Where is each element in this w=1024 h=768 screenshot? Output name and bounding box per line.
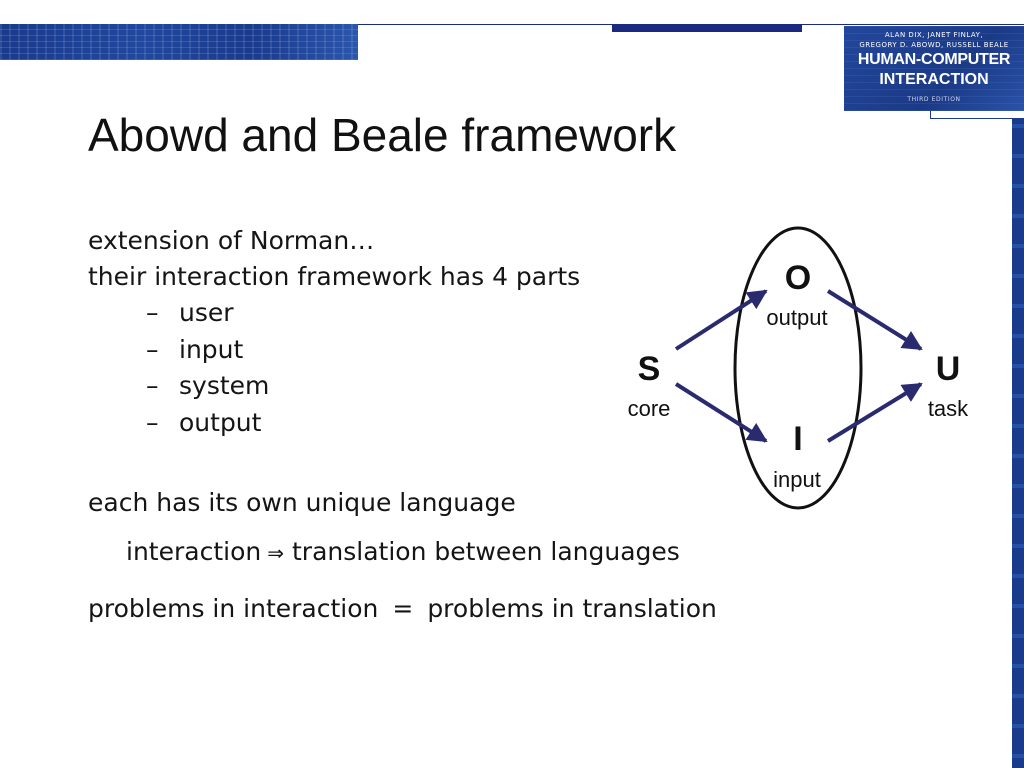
- bullet-marker: –: [146, 298, 159, 327]
- side-bar-cap: [930, 111, 1024, 119]
- right-side-bar: [1012, 118, 1024, 768]
- book-edition: THIRD EDITION: [907, 96, 961, 103]
- language-line: each has its own unique language: [88, 488, 516, 517]
- book-authors-line2: GREGORY D. ABOWD, RUSSELL BEALE: [859, 41, 1009, 49]
- bullet-input: input: [179, 335, 244, 364]
- book-title-line1: HUMAN-COMPUTER: [857, 51, 1011, 68]
- bullet-system: system: [179, 371, 270, 400]
- book-title-line2: INTERACTION: [879, 71, 989, 88]
- problems-line: [88, 594, 717, 623]
- interaction-framework-diagram: [610, 225, 1000, 520]
- translation-line: [126, 537, 680, 566]
- header-accent-bar: [612, 24, 802, 32]
- bullet-user: user: [179, 298, 234, 327]
- problems-left-text: problems in interaction: [88, 594, 379, 623]
- framework-line: their interaction framework has 4 parts: [88, 262, 581, 291]
- node-i-label: input: [773, 467, 821, 492]
- implies-arrow-icon: ⇒: [267, 541, 284, 565]
- node-s-label: core: [627, 396, 671, 421]
- problems-right-text: problems in translation: [427, 594, 717, 623]
- slide-title: Abowd and Beale framework: [88, 109, 677, 161]
- header-binary-banner: [0, 24, 358, 60]
- bullet-marker: –: [146, 335, 159, 364]
- equals-sign: =: [392, 594, 414, 623]
- node-u-user: U: [935, 350, 961, 388]
- node-i-input: I: [793, 420, 803, 458]
- translation-left-text: interaction: [126, 537, 262, 566]
- translation-right-text: translation between languages: [291, 537, 680, 566]
- node-s-system: S: [637, 350, 661, 388]
- bullet-marker: –: [146, 371, 159, 400]
- bullet-output: output: [179, 408, 262, 437]
- intro-line: extension of Norman…: [88, 226, 375, 255]
- book-authors-line1: ALAN DIX, JANET FINLAY,: [884, 31, 984, 39]
- node-o-output: O: [784, 259, 812, 297]
- node-o-label: output: [766, 305, 828, 330]
- node-u-label: task: [927, 396, 969, 421]
- bullet-marker: –: [146, 408, 159, 437]
- book-cover-logo: [844, 26, 1024, 111]
